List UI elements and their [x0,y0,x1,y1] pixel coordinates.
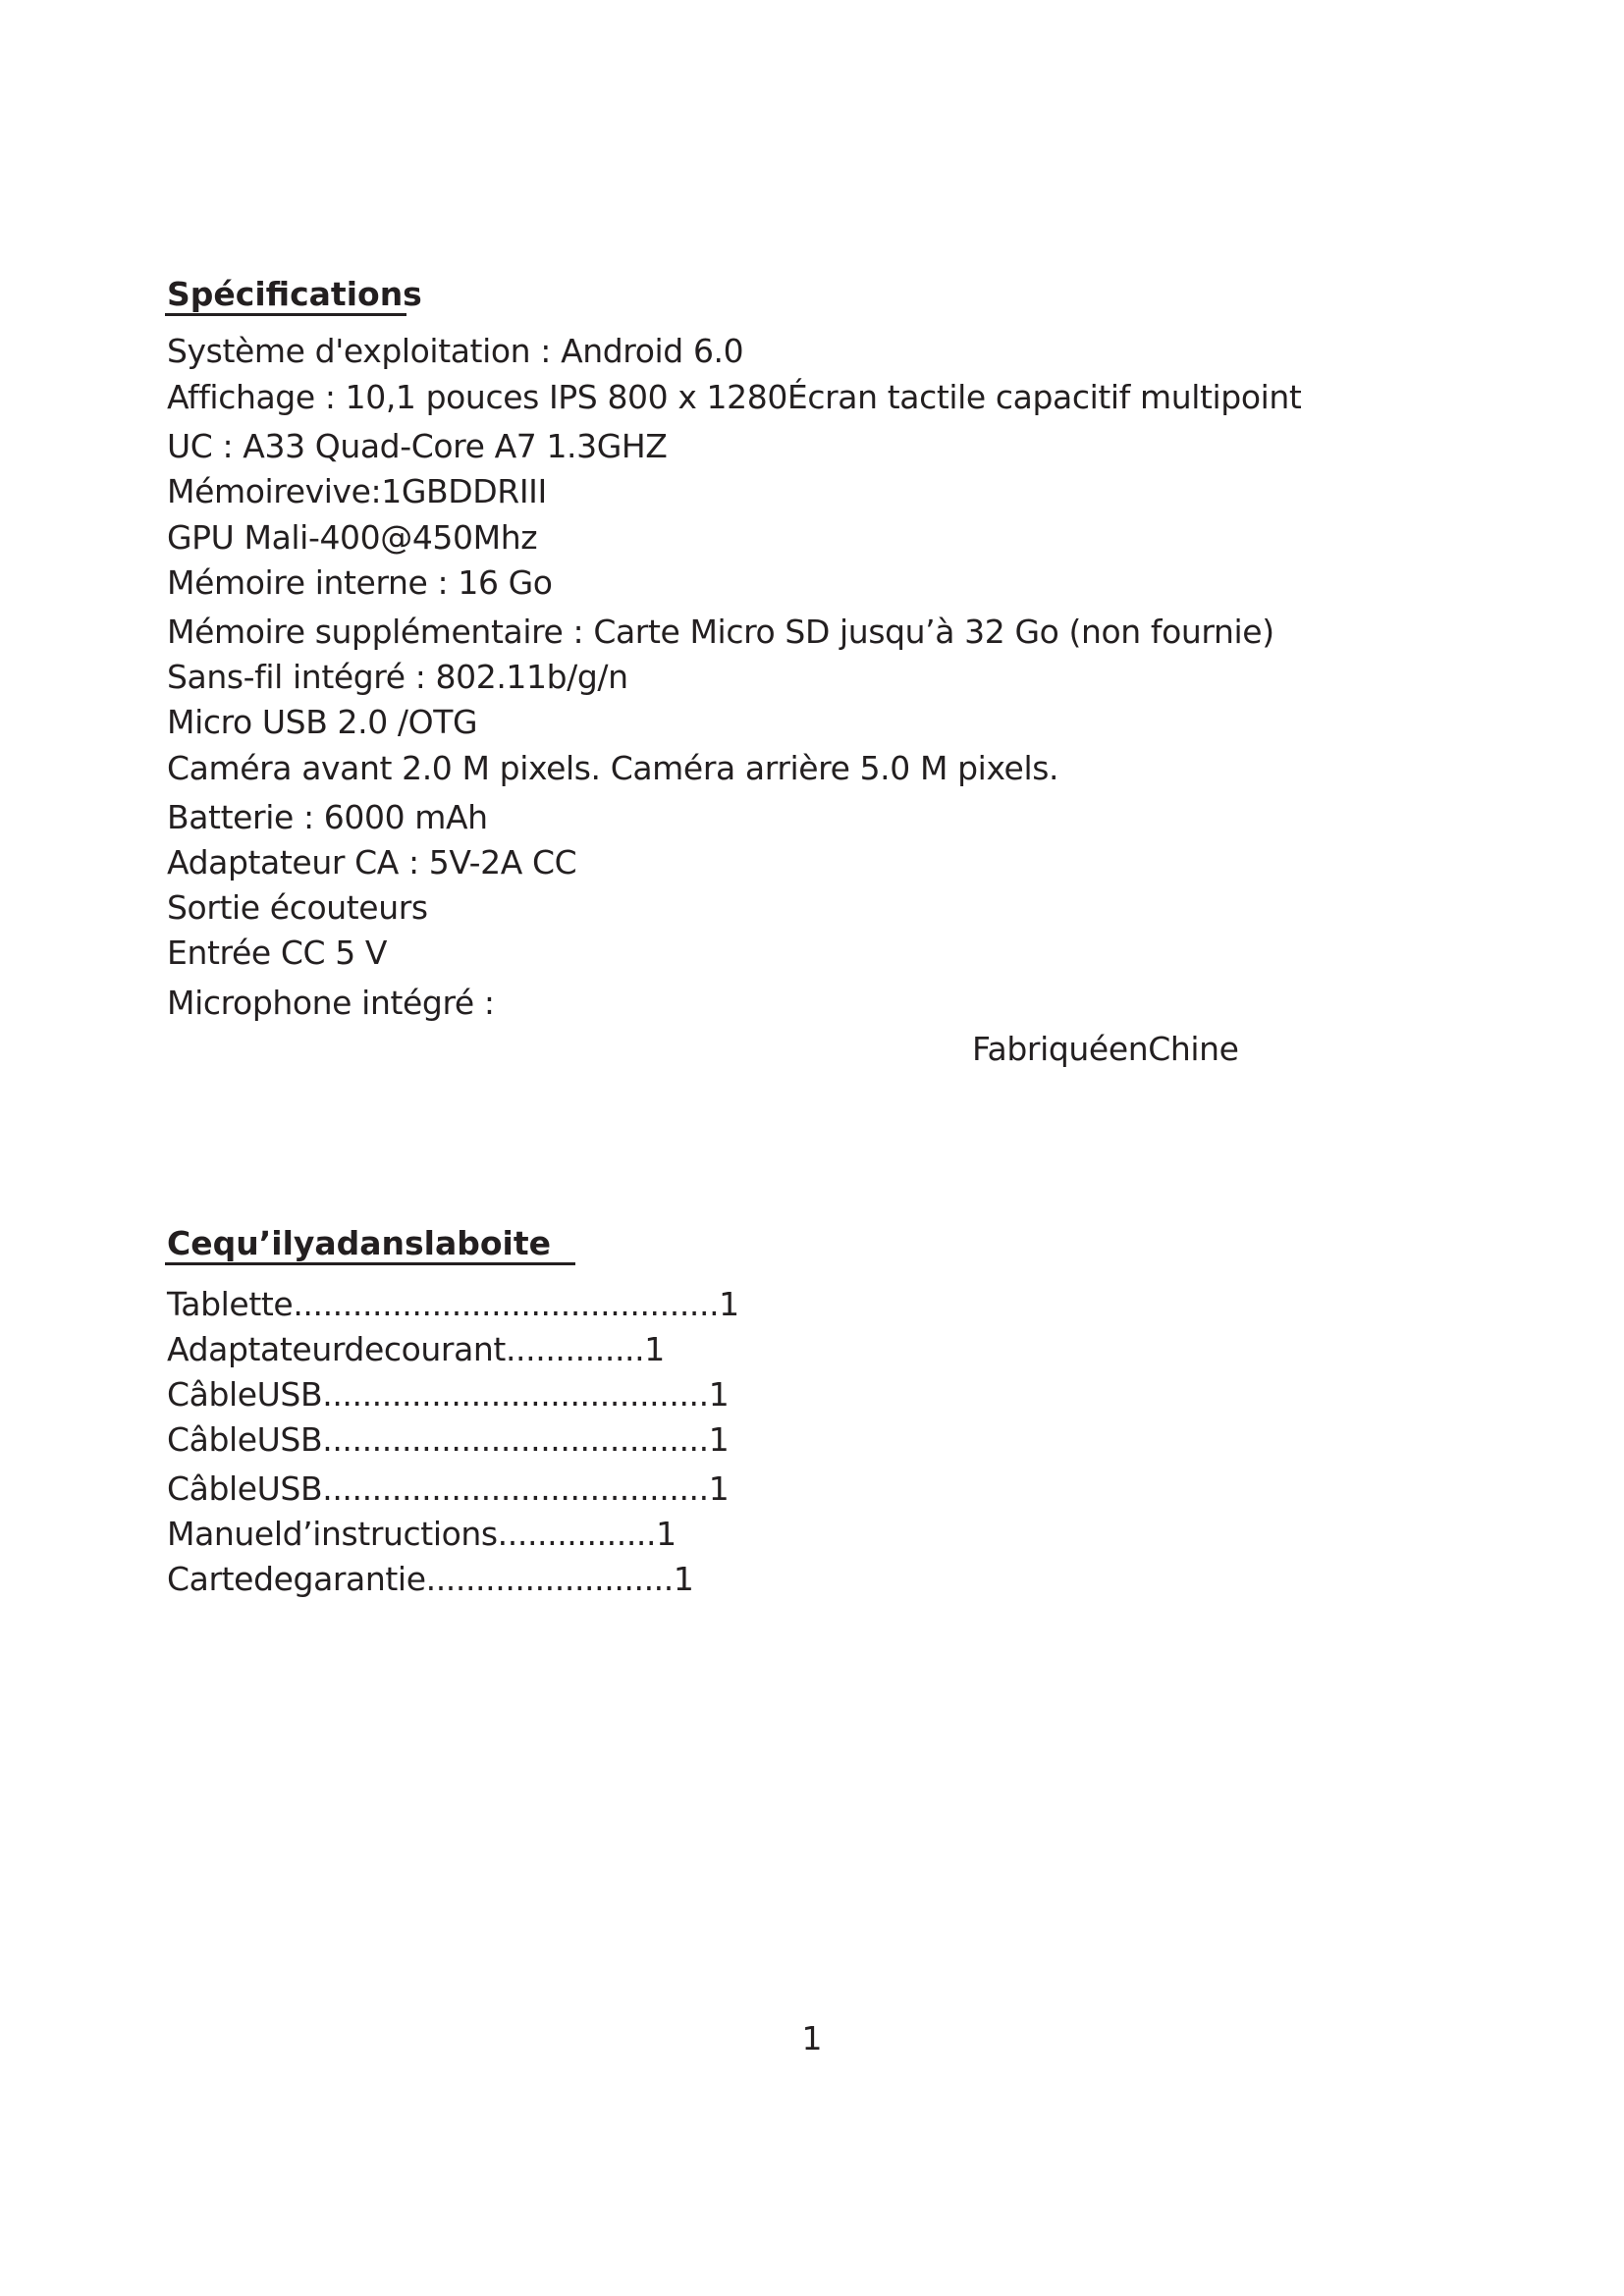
box-item-warranty-card: Cartedegarantie.........................1 [167,1560,694,1598]
spec-line-gpu: GPU Mali-400@450Mhz [167,518,538,557]
box-item-usb-cable-3: CâbleUSB.......................................1 [167,1469,730,1508]
page-number: 1 [801,2019,823,2057]
spec-line-microphone: Microphone intégré : [167,984,495,1022]
box-contents-heading: Cequ’ilyadanslaboite [167,1224,552,1262]
spec-line-os: Système d'exploitation : Android 6.0 [167,332,744,370]
spec-line-camera: Caméra avant 2.0 M pixels. Caméra arrière 5.0 M pixels. [167,749,1059,787]
box-item-manual: Manueld’instructions................1 [167,1515,677,1553]
box-item-tablet: Tablette...........................................1 [167,1285,739,1323]
spec-line-storage: Mémoire interne : 16 Go [167,563,553,602]
box-item-usb-cable-2: CâbleUSB.......................................1 [167,1420,730,1459]
spec-line-dc-input: Entrée CC 5 V [167,934,388,972]
spec-line-battery: Batterie : 6000 mAh [167,798,488,836]
box-item-usb-cable-1: CâbleUSB.......................................1 [167,1375,730,1414]
spec-line-display: Affichage : 10,1 pouces IPS 800 x 1280Écran tactile capacitif multipoint [167,378,1302,416]
box-item-adapter: Adaptateurdecourant..............1 [167,1330,665,1368]
spec-line-cpu: UC : A33 Quad-Core A7 1.3GHZ [167,427,668,465]
specifications-heading: Spécifications [167,275,422,313]
made-in-label: FabriquéenChine [972,1030,1239,1068]
spec-line-usb: Micro USB 2.0 /OTG [167,703,478,741]
spec-line-ram: Mémoirevive:1GBDDRIII [167,472,547,510]
spec-line-extra-storage: Mémoire supplémentaire : Carte Micro SD jusqu’à 32 Go (non fournie) [167,613,1274,651]
specifications-heading-underline [165,313,406,316]
box-contents-heading-underline [165,1262,575,1265]
spec-line-wireless: Sans-fil intégré : 802.11b/g/n [167,658,628,696]
spec-line-headphones: Sortie écouteurs [167,888,428,927]
spec-line-adapter: Adaptateur CA : 5V-2A CC [167,843,577,881]
